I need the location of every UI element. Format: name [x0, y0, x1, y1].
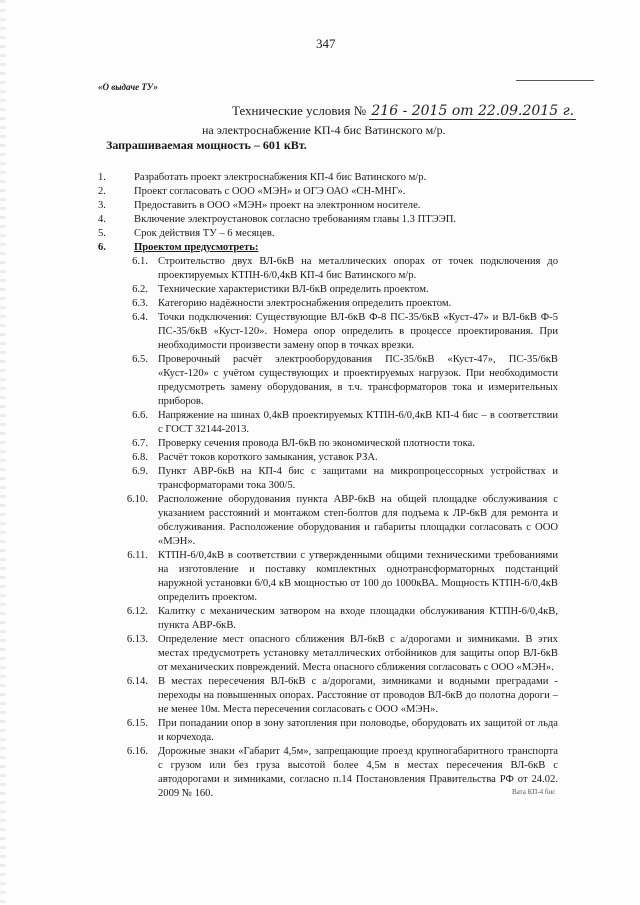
document-title — [232, 103, 576, 119]
sub-item — [98, 465, 558, 493]
sub-item — [98, 283, 558, 297]
item-text: Включение электроустановок согласно требованиям главы 1.3 ПТЭЭП. — [134, 214, 457, 225]
sub-item — [98, 633, 558, 675]
sub-item-text: Расположение оборудования пункта АВР-6кВ на общей площадке обслуживания с указанием расстояний и монтажом степ-болтов для подъема к ЛР-6кВ для ремонта и обслуживания. Расположение оборудования и габариты площадки согласовать с ООО «МЭН». — [158, 494, 558, 547]
sub-item — [98, 717, 558, 745]
sub-item — [98, 451, 558, 465]
sub-item — [98, 493, 558, 549]
sub-item-number: 6.8. — [132, 452, 148, 463]
sub-item — [98, 675, 558, 717]
item-number: 1. — [98, 172, 106, 183]
stamp-note: «О выдаче ТУ» — [98, 82, 158, 92]
sub-item-text: Строительство двух ВЛ-6кВ на металлических опорах от точек подключения до проектируемых КТПН-6/0,4кВ КП-4 бис Ватинского м/р. — [158, 256, 558, 281]
list-item — [98, 199, 558, 213]
item-number: 3. — [98, 200, 106, 211]
title-prefix: Технические условия № — [232, 103, 367, 118]
sub-item — [98, 745, 558, 801]
handwritten-number: 216 - 2015 от 22.09.2015 г. — [371, 103, 575, 119]
document-subtitle: на электроснабжение КП-4 бис Ватинского м/р. — [202, 123, 446, 137]
sub-item-text: Категорию надёжности электроснабжения определить проектом. — [158, 298, 452, 309]
sub-item-number: 6.16. — [126, 746, 148, 757]
sub-item-number: 6.12. — [126, 606, 148, 617]
list-item — [98, 241, 558, 255]
sub-item-number: 6.14. — [126, 676, 148, 687]
sub-item-text: Калитку с механическим затвором на входе площадки обслуживания КТПН-6/0,4кВ, пункта АВР-6кВ. — [158, 606, 558, 631]
item-text: Разработать проект электроснабжения КП-4 бис Ватинского м/р. — [134, 172, 427, 183]
requested-power: Запрашиваемая мощность – 601 кВт. — [106, 138, 307, 152]
sub-item-number: 6.9. — [132, 466, 148, 477]
conditions-list — [98, 171, 558, 801]
item-text: Проектом предусмотреть: — [134, 242, 259, 253]
sub-item-text: Проверочный расчёт электрооборудования ПС-35/6кВ «Куст-47», ПС-35/6кВ «Куст-120» с учётом существующих и проектируемых нагрузок. При необходимости предусмотреть замену оборудования, в т.ч. трансформаторов тока и измерительных приборов. — [158, 354, 558, 407]
sub-item — [98, 353, 558, 409]
sub-item-number: 6.5. — [132, 354, 148, 365]
sub-item-number: 6.2. — [132, 284, 148, 295]
sub-item-number: 6.10. — [126, 494, 148, 505]
sub-item — [98, 297, 558, 311]
sub-item — [98, 255, 558, 283]
sub-item — [98, 409, 558, 437]
sub-item-number: 6.13. — [126, 634, 148, 645]
sub-item-text: Дорожные знаки «Габарит 4,5м», запрещающие проезд крупногабаритного транспорта с грузом или без груза высотой более 4,5м в местах пересечения ВЛ-6кВ с автодорогами и зимниками, согласно п.14 Постановления Правительства РФ от 24.02. 2009 № 160. — [158, 746, 558, 799]
sub-item — [98, 437, 558, 451]
sub-item — [98, 605, 558, 633]
item-number: 5. — [98, 228, 106, 239]
sub-item-text: Проверку сечения провода ВЛ-6кВ по экономической плотности тока. — [158, 438, 475, 449]
sub-item-text: Точки подключения: Существующие ВЛ-6кВ Ф-8 ПС-35/6кВ «Куст-47» и ВЛ-6кВ Ф-5 ПС-35/6кВ «Куст-120». Номера опор определить в процессе проектирования. При необходимости произвести замену опор в точках врезки. — [158, 312, 558, 351]
sub-item-text: При попадании опор в зону затопления при половодье, оборудовать их защитой от льда и корчехода. — [158, 718, 558, 743]
list-item — [98, 213, 558, 227]
sub-item-number: 6.11. — [127, 550, 148, 561]
sub-item-text: КТПН-6/0,4кВ в соответствии с утвержденными общими техническими требованиями на изготовление и поставку комплектных однотрансформаторных подстанций наружной установки 6/0,4 кВ мощностью от 100 до 1000кВА. Мощность КТПН-6/0,4кВ определить проектом. — [158, 550, 558, 603]
sub-item-number: 6.4. — [132, 312, 148, 323]
sub-item-text: Расчёт токов короткого замыкания, уставок РЗА. — [158, 452, 378, 463]
sub-item-text: Определение мест опасного сближения ВЛ-6кВ с а/дорогами и зимниками. В этих местах предусмотреть установку металлических отбойников для защиты опор ВЛ-6кВ от механических повреждений. Места опасного сближения согласовать с ООО «МЭН». — [158, 634, 558, 673]
sub-item-number: 6.7. — [132, 438, 148, 449]
list-item — [98, 171, 558, 185]
item-text: Срок действия ТУ – 6 месяцев. — [134, 228, 275, 239]
sub-item-number: 6.6. — [132, 410, 148, 421]
sub-item-text: Напряжение на шинах 0,4кВ проектируемых КТПН-6/0,4кВ КП-4 бис – в соответствии с ГОСТ 32144-2013. — [158, 410, 558, 435]
item-number: 6. — [98, 242, 106, 253]
sub-item-number: 6.3. — [132, 298, 148, 309]
list-item — [98, 185, 558, 199]
sub-item — [98, 311, 558, 353]
item-number: 4. — [98, 214, 106, 225]
sub-item — [98, 549, 558, 605]
list-item — [98, 227, 558, 241]
item-number: 2. — [98, 186, 106, 197]
sub-item-number: 6.15. — [126, 718, 148, 729]
item-text: Предоставить в ООО «МЭН» проект на электронном носителе. — [134, 200, 421, 211]
top-rule — [516, 80, 594, 81]
footer-note: Вата КП-4 бис — [512, 788, 556, 796]
sub-item-number: 6.1. — [132, 256, 148, 267]
sub-item-text: В местах пересечения ВЛ-6кВ с а/дорогами, зимниками и водными преградами - переходы на повышенных опорах. Расстояние от проводов ВЛ-6кВ до полотна дороги – не менее 10м. Места пересечения согласовать с ООО «МЭН». — [158, 676, 558, 715]
sub-item-text: Технические характеристики ВЛ-6кВ определить проектом. — [158, 284, 429, 295]
page-number: 347 — [316, 36, 336, 51]
sub-item-text: Пункт АВР-6кВ на КП-4 бис с защитами на микропроцессорных устройствах и трансформаторами тока 300/5. — [158, 466, 558, 491]
scan-edge — [0, 0, 6, 905]
item-text: Проект согласовать с ООО «МЭН» и ОГЭ ОАО «СН-МНГ». — [134, 186, 406, 197]
